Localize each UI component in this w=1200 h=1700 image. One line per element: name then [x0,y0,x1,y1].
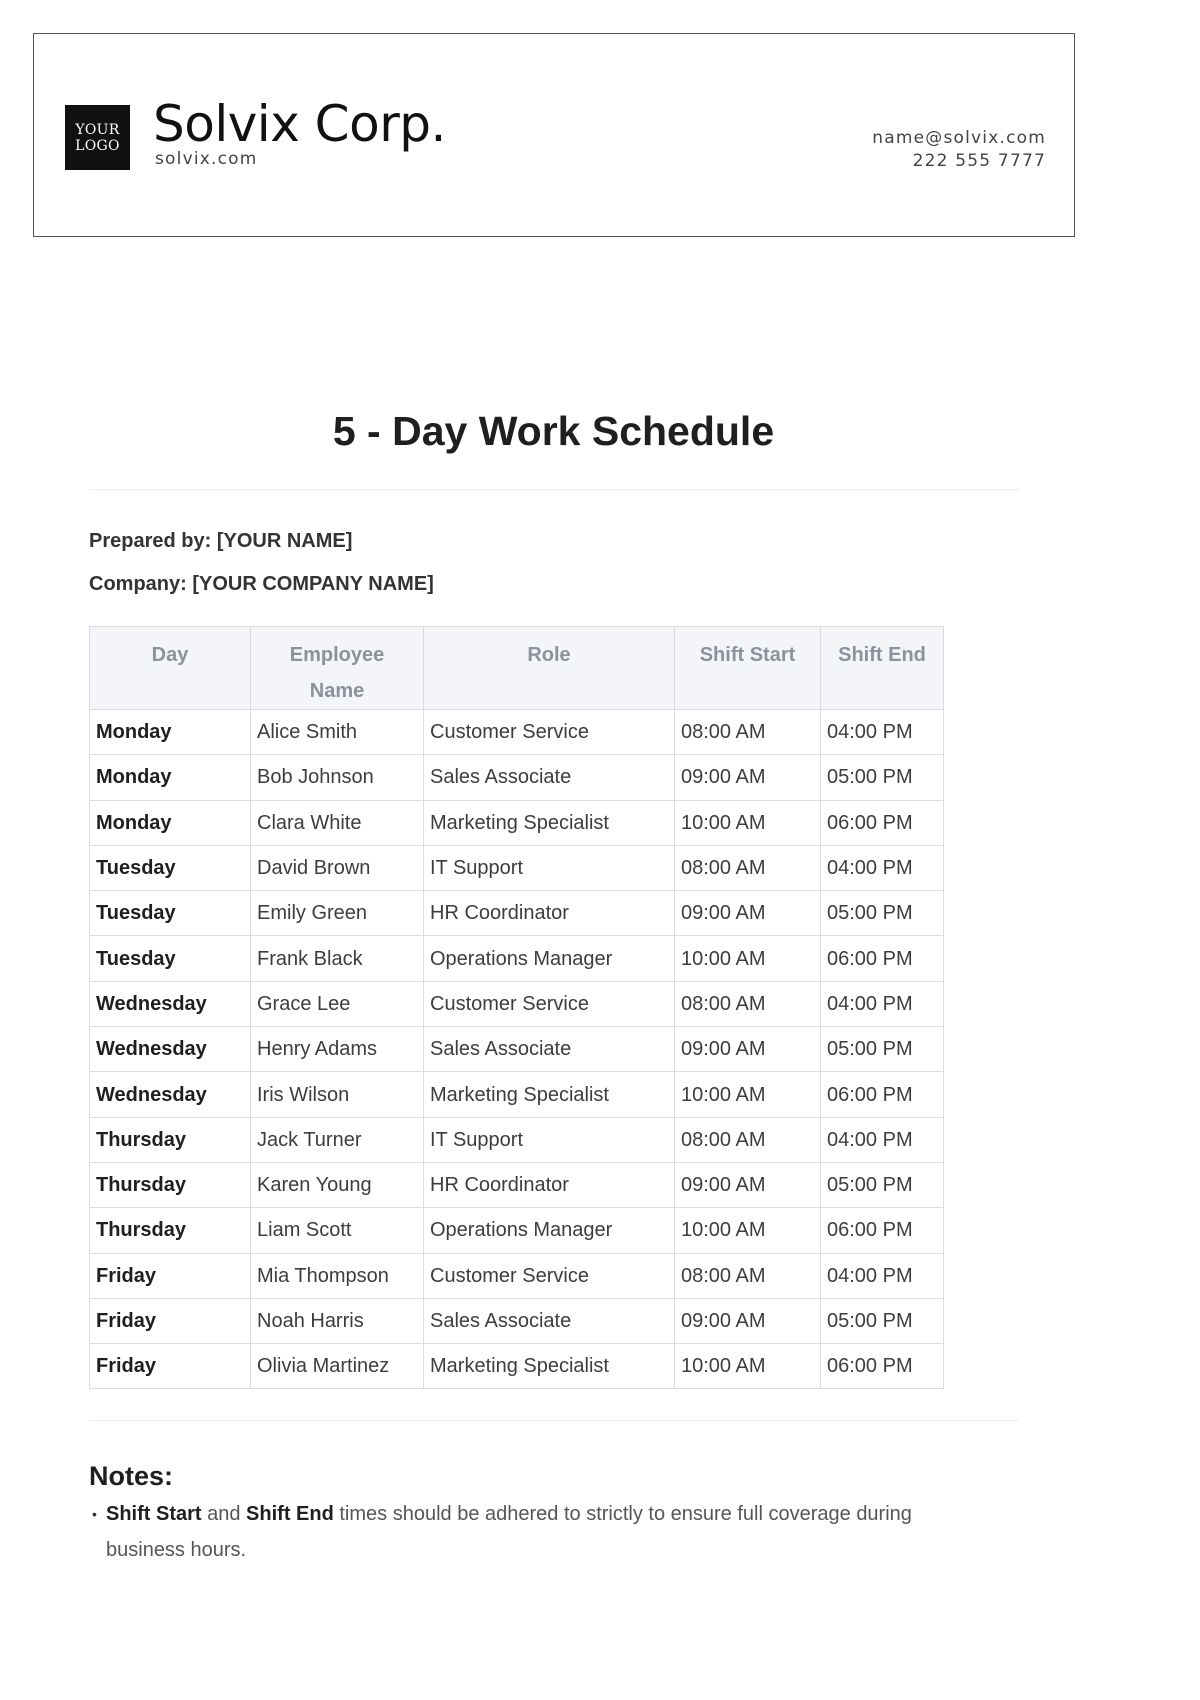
table-row [90,1072,944,1117]
role-cell: IT Support [424,1117,675,1162]
day-cell: Friday [90,1253,251,1298]
day-cell: Thursday [90,1208,251,1253]
role-cell: Sales Associate [424,1298,675,1343]
role-cell: Customer Service [424,710,675,755]
table-row [90,800,944,845]
role-cell: Marketing Specialist [424,1344,675,1389]
company-field: Company: [YOUR COMPANY NAME] [89,573,434,595]
employee-cell: Olivia Martinez [251,1344,424,1389]
shift-end-cell: 06:00 PM [821,1072,944,1117]
shift-end-cell: 05:00 PM [821,1027,944,1072]
shift-end-cell: 05:00 PM [821,1162,944,1207]
shift-start-cell: 08:00 AM [675,1117,821,1162]
employee-cell: Noah Harris [251,1298,424,1343]
company-name: Solvix Corp. [153,95,446,153]
shift-start-cell: 09:00 AM [675,1162,821,1207]
day-cell: Monday [90,800,251,845]
employee-cell: David Brown [251,845,424,890]
page-title: 5 - Day Work Schedule [332,408,775,454]
shift-end-cell: 05:00 PM [821,891,944,936]
column-header [821,627,944,710]
logo-text-line2: LOGO [75,137,120,154]
shift-start-cell: 10:00 AM [675,936,821,981]
shift-end-cell: 04:00 PM [821,981,944,1026]
table-row [90,936,944,981]
employee-cell: Emily Green [251,891,424,936]
shift-end-cell: 05:00 PM [821,755,944,800]
table-row [90,1117,944,1162]
schedule-table [89,626,944,1389]
employee-cell: Mia Thompson [251,1253,424,1298]
note-emphasis: Shift End [246,1503,334,1525]
shift-end-cell: 04:00 PM [821,710,944,755]
role-cell: Operations Manager [424,936,675,981]
employee-cell: Jack Turner [251,1117,424,1162]
role-cell: Marketing Specialist [424,1072,675,1117]
company-website: solvix.com [155,149,258,169]
shift-end-cell: 06:00 PM [821,936,944,981]
shift-start-cell: 10:00 AM [675,1072,821,1117]
shift-end-cell: 04:00 PM [821,1117,944,1162]
table-header-row [90,627,944,710]
role-cell: Customer Service [424,1253,675,1298]
shift-end-cell: 06:00 PM [821,1344,944,1389]
column-header [90,627,251,710]
employee-cell: Alice Smith [251,710,424,755]
day-cell: Friday [90,1298,251,1343]
employee-cell: Iris Wilson [251,1072,424,1117]
shift-start-cell: 08:00 AM [675,981,821,1026]
day-cell: Wednesday [90,1027,251,1072]
shift-start-cell: 08:00 AM [675,1253,821,1298]
note-emphasis: Shift Start [106,1503,202,1525]
day-cell: Wednesday [90,981,251,1026]
table-row [90,981,944,1026]
shift-start-cell: 10:00 AM [675,1208,821,1253]
column-header [424,627,675,710]
day-cell: Monday [90,755,251,800]
note-text: times should be adhered to strictly to ensure full coverage during business hours. [106,1503,912,1561]
employee-cell: Clara White [251,800,424,845]
day-cell: Tuesday [90,845,251,890]
prepared-by: Prepared by: [YOUR NAME] [89,530,353,552]
shift-start-cell: 10:00 AM [675,800,821,845]
notes-list [92,1496,992,1568]
logo-text-line1: YOUR [75,121,120,138]
day-cell: Tuesday [90,891,251,936]
shift-start-cell: 10:00 AM [675,1344,821,1389]
column-header-label: Employee [289,644,385,666]
column-header-label-line2: Name [309,680,365,702]
table-row [90,1344,944,1389]
shift-start-cell: 09:00 AM [675,1027,821,1072]
bullet-icon: • [92,1506,97,1522]
role-cell: Customer Service [424,981,675,1026]
column-header [675,627,821,710]
column-header-label: Day [151,644,189,666]
contact-phone: 222 555 7777 [912,151,1046,171]
role-cell: HR Coordinator [424,891,675,936]
column-header [251,627,424,710]
day-cell: Tuesday [90,936,251,981]
table-row [90,1253,944,1298]
shift-end-cell: 06:00 PM [821,800,944,845]
note-text: and [201,1503,247,1525]
table-row [90,1162,944,1207]
shift-end-cell: 04:00 PM [821,845,944,890]
day-cell: Friday [90,1344,251,1389]
day-cell: Monday [90,710,251,755]
column-header-label: Role [527,644,571,666]
employee-cell: Bob Johnson [251,755,424,800]
column-header-label: Shift Start [699,644,796,666]
notes-title: Notes: [89,1461,174,1491]
shift-start-cell: 08:00 AM [675,710,821,755]
shift-end-cell: 05:00 PM [821,1298,944,1343]
role-cell: IT Support [424,845,675,890]
shift-end-cell: 06:00 PM [821,1208,944,1253]
shift-start-cell: 08:00 AM [675,845,821,890]
day-cell: Thursday [90,1162,251,1207]
shift-start-cell: 09:00 AM [675,755,821,800]
employee-cell: Henry Adams [251,1027,424,1072]
day-cell: Thursday [90,1117,251,1162]
shift-start-cell: 09:00 AM [675,1298,821,1343]
employee-cell: Grace Lee [251,981,424,1026]
company-logo [65,105,130,170]
employee-cell: Karen Young [251,1162,424,1207]
title-divider [89,489,1019,490]
table-row [90,1298,944,1343]
day-cell: Wednesday [90,1072,251,1117]
shift-end-cell: 04:00 PM [821,1253,944,1298]
table-row [90,1208,944,1253]
role-cell: Sales Associate [424,755,675,800]
employee-cell: Frank Black [251,936,424,981]
shift-start-cell: 09:00 AM [675,891,821,936]
note-item [92,1496,992,1568]
role-cell: Marketing Specialist [424,800,675,845]
contact-info [872,127,1046,173]
role-cell: HR Coordinator [424,1162,675,1207]
role-cell: Operations Manager [424,1208,675,1253]
table-row [90,710,944,755]
table-row [90,1027,944,1072]
employee-cell: Liam Scott [251,1208,424,1253]
table-row [90,891,944,936]
table-row [90,755,944,800]
column-header-label: Shift End [838,644,926,666]
table-row [90,845,944,890]
contact-email: name@solvix.com [872,128,1046,148]
notes-divider [89,1420,1019,1421]
letterhead [33,33,1075,237]
role-cell: Sales Associate [424,1027,675,1072]
